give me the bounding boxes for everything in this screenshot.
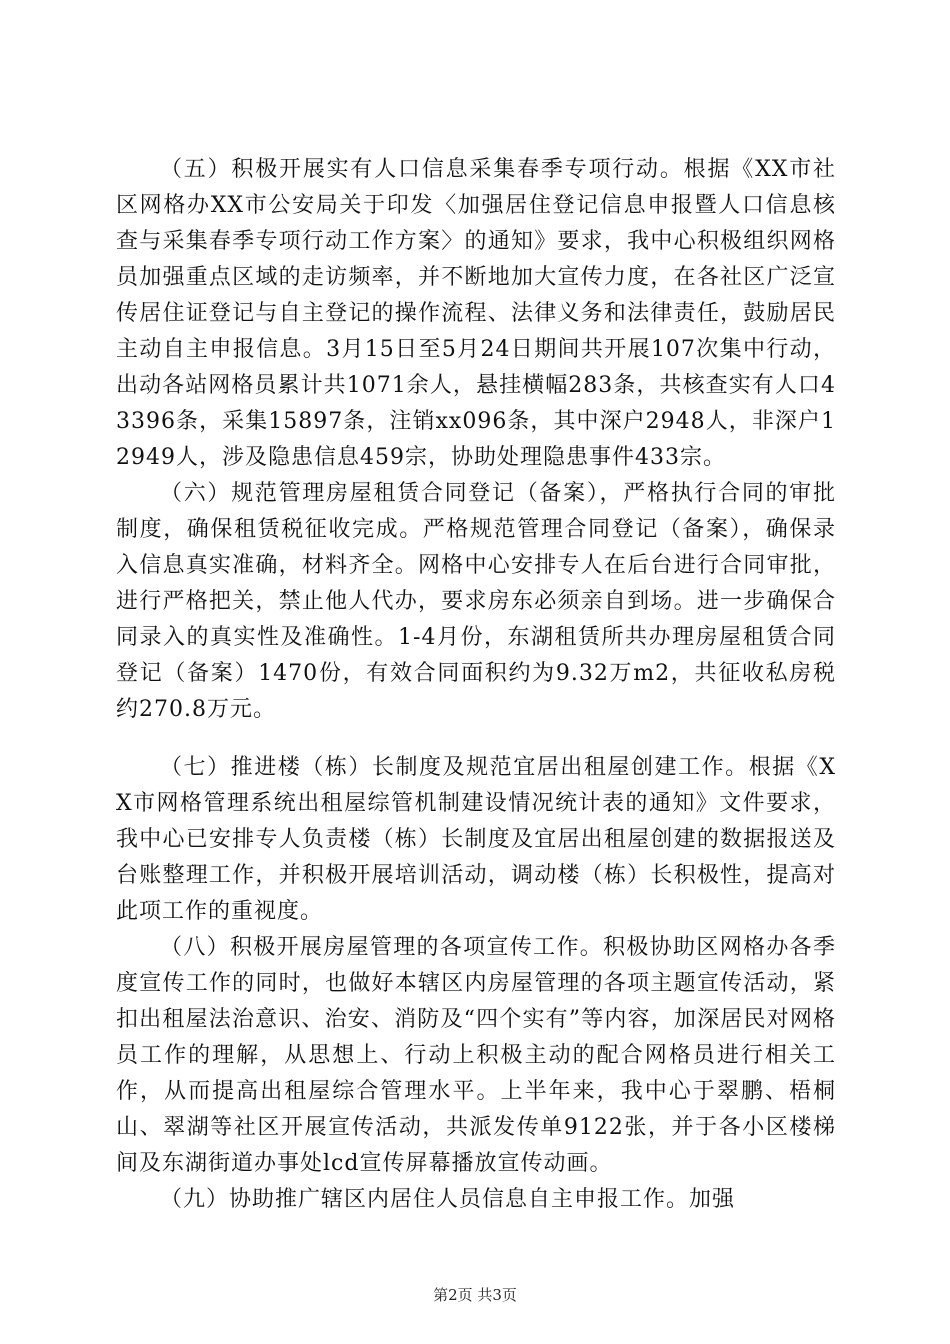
paragraph-6: （六）规范管理房屋租赁合同登记（备案），严格执行合同的审批制度，确保租赁税征收完成。严格规范管理合同登记（备案），确保录入信息真实准确，材料齐全。网格中心安排专人在后台进行合同审批，进行严格把关，禁止他人代办，要求房东必须亲自到场。进一步确保合同录入的真实性及准确性。1-4月份，东湖租赁所共办理房屋租赁合同登记（备案）1470份，有效合同面积约为9.32万m2，共征收私房税约270.8万元。 [116,481,836,722]
paragraph-7: （七）推进楼（栋）长制度及规范宜居出租屋创建工作。根据《XX市网格管理系统出租屋综管机制建设情况统计表的通知》文件要求，我中心已安排专人负责楼（栋）长制度及宜居出租屋创建的数据报送及台账整理工作，并积极开展培训活动，调动楼（栋）长积极性，提高对此项工作的重视度。 [116,755,836,924]
document-body [116,152,836,1218]
paragraph-9: （九）协助推广辖区内居住人员信息自主申报工作。加强 [160,1187,736,1212]
page-number-footer: 第2页 共3页 [433,1286,517,1304]
paragraph-5: （五）积极开展实有人口信息采集春季专项行动。根据《XX市社区网格办XX市公安局关于印发〈加强居住登记信息申报暨人口信息核查与采集春季专项行动工作方案〉的通知》要求，我中心积极组织网格员加强重点区域的走访频率，并不断地加大宣传力度，在各社区广泛宣传居住证登记与自主登记的操作流程、法律义务和法律责任，鼓励居民主动自主申报信息。3月15日至5月24日期间共开展107次集中行动，出动各站网格员累计共1071余人，悬挂横幅283条，共核查实有人口43396条，采集15897条，注销xx096条，其中深户2948人，非深户12949人，涉及隐患信息459宗，协助处理隐患事件433宗。 [116,157,836,470]
paragraph-8: （八）积极开展房屋管理的各项宣传工作。积极协助区网格办各季度宣传工作的同时，也做好本辖区内房屋管理的各项主题宣传活动，紧扣出租屋法治意识、治安、消防及“四个实有”等内容，加深居民对网格员工作的理解，从思想上、行动上积极主动的配合网格员进行相关工作，从而提高出租屋综合管理水平。上半年来，我中心于翠鹏、梧桐山、翠湖等社区开展宣传活动，共派发传单9122张，并于各小区楼梯间及东湖街道办事处lcd宣传屏幕播放宣传动画。 [116,935,836,1176]
paragraph-spacer [116,728,836,750]
